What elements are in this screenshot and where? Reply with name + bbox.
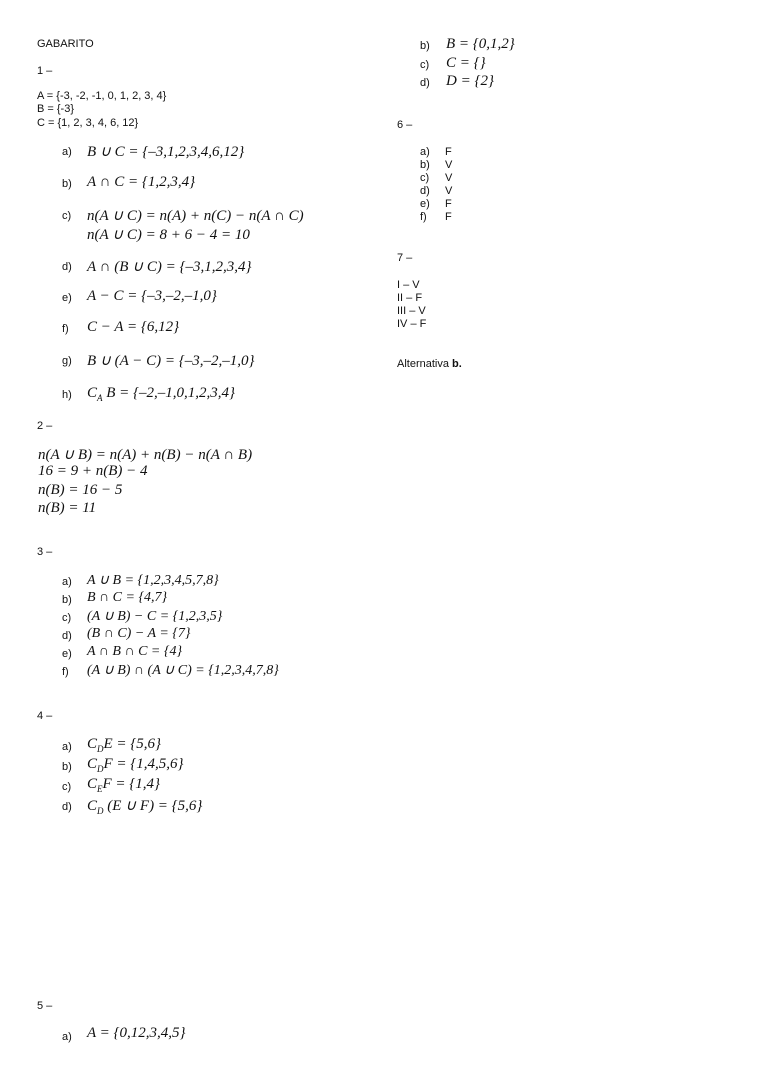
q1-item-label: b) bbox=[62, 178, 72, 190]
q5-item-label: b) bbox=[420, 40, 430, 52]
complement-subscript: E bbox=[97, 784, 103, 794]
set-c-definition: C = {1, 2, 3, 4, 6, 12} bbox=[37, 117, 139, 129]
q4-item-label: d) bbox=[62, 801, 72, 813]
q2-equation-line: n(A ∪ B) = n(A) + n(B) − n(A ∩ B) bbox=[38, 447, 253, 463]
q1-item-label: e) bbox=[62, 292, 72, 304]
q7-statement: IV – F bbox=[397, 318, 427, 330]
q5-item-expression: B = {0,1,2} bbox=[446, 36, 515, 52]
q7-answer bbox=[397, 358, 462, 371]
q3-item-label: b) bbox=[62, 594, 72, 606]
q5-item-label: a) bbox=[62, 1031, 72, 1043]
complement-result: F = {1,4} bbox=[102, 776, 161, 792]
complement-subscript: D bbox=[97, 764, 104, 774]
complement-result: B = {–2,–1,0,1,2,3,4} bbox=[106, 385, 236, 401]
q1-item-expression: A − C = {–3,–2,–1,0} bbox=[87, 288, 217, 304]
q7-answer-prefix: Alternativa bbox=[397, 358, 453, 370]
q6-item-value: V bbox=[445, 172, 453, 184]
q3-item-label: f) bbox=[62, 666, 69, 678]
q6-item-label: e) bbox=[420, 198, 430, 210]
complement-symbol: C bbox=[87, 736, 98, 752]
complement-result: F = {1,4,5,6} bbox=[103, 756, 184, 772]
q7-statement: III – V bbox=[397, 305, 426, 317]
q1-item-expression: B ∪ C = {–3,1,2,3,4,6,12} bbox=[87, 144, 245, 160]
complement-symbol: C bbox=[87, 798, 98, 814]
question-6-heading: 6 – bbox=[397, 119, 413, 131]
q2-equation-line: n(B) = 11 bbox=[38, 500, 97, 516]
q2-equation-line: n(B) = 16 − 5 bbox=[38, 482, 123, 498]
q1-item-label: d) bbox=[62, 261, 72, 273]
q1-item-label: f) bbox=[62, 323, 69, 335]
q6-item-label: a) bbox=[420, 146, 430, 158]
q3-item-label: d) bbox=[62, 630, 72, 642]
complement-subscript: D bbox=[97, 806, 104, 816]
q6-item-value: F bbox=[445, 198, 452, 210]
q4-item-label: a) bbox=[62, 741, 72, 753]
q1-item-expression bbox=[87, 385, 235, 403]
q5-item-expression: D = {2} bbox=[446, 73, 494, 89]
question-5-heading: 5 – bbox=[37, 1000, 53, 1012]
q4-item-expression bbox=[87, 756, 184, 774]
set-a-definition: A = {-3, -2, -1, 0, 1, 2, 3, 4} bbox=[37, 90, 167, 102]
complement-subscript: A bbox=[97, 393, 103, 403]
q5-item-expression: C = {} bbox=[446, 55, 486, 71]
q6-item-value: F bbox=[445, 146, 452, 158]
complement-symbol: C bbox=[87, 776, 98, 792]
q4-item-label: c) bbox=[62, 781, 72, 793]
q3-item-expression: (A ∪ B) ∩ (A ∪ C) = {1,2,3,4,7,8} bbox=[87, 663, 279, 678]
complement-result: (E ∪ F) = {5,6} bbox=[107, 798, 203, 814]
complement-symbol: C bbox=[87, 756, 98, 772]
q3-item-label: e) bbox=[62, 648, 72, 660]
q1-item-expression-line2: n(A ∪ C) = 8 + 6 − 4 = 10 bbox=[87, 227, 250, 243]
q6-item-label: c) bbox=[420, 172, 430, 184]
q1-item-expression: A ∩ (B ∪ C) = {–3,1,2,3,4} bbox=[87, 259, 252, 275]
q4-item-label: b) bbox=[62, 761, 72, 773]
question-4-heading: 4 – bbox=[37, 710, 53, 722]
q5-item-expression: A = {0,12,3,4,5} bbox=[87, 1025, 186, 1041]
q6-item-value: V bbox=[445, 185, 453, 197]
question-1-heading: 1 – bbox=[37, 65, 53, 77]
q5-item-label: d) bbox=[420, 77, 430, 89]
q4-item-expression bbox=[87, 776, 160, 794]
q4-item-expression bbox=[87, 796, 202, 816]
q3-item-expression: (A ∪ B) − C = {1,2,3,5} bbox=[87, 609, 223, 624]
q3-item-label: c) bbox=[62, 612, 72, 624]
question-7-heading: 7 – bbox=[397, 252, 413, 264]
q3-item-expression: A ∪ B = {1,2,3,4,5,7,8} bbox=[87, 573, 219, 588]
q6-item-label: d) bbox=[420, 185, 430, 197]
q1-item-expression: B ∪ (A − C) = {–3,–2,–1,0} bbox=[87, 353, 255, 369]
q1-item-label: g) bbox=[62, 355, 72, 367]
page-title: GABARITO bbox=[37, 38, 94, 50]
q1-item-expression: C − A = {6,12} bbox=[87, 319, 180, 335]
q1-item-label: c) bbox=[62, 210, 72, 222]
q6-item-value: F bbox=[445, 211, 452, 223]
complement-result: E = {5,6} bbox=[103, 736, 162, 752]
q1-item-expression: A ∩ C = {1,2,3,4} bbox=[87, 174, 196, 190]
q1-item-label: a) bbox=[62, 146, 72, 158]
question-2-heading: 2 – bbox=[37, 420, 53, 432]
q3-item-expression: (B ∩ C) − A = {7} bbox=[87, 626, 191, 641]
q2-equation-line: 16 = 9 + n(B) − 4 bbox=[38, 463, 148, 479]
q7-statement: II – F bbox=[397, 292, 423, 304]
q7-answer-letter: b. bbox=[452, 358, 462, 370]
complement-subscript: D bbox=[97, 744, 104, 754]
q3-item-label: a) bbox=[62, 576, 72, 588]
q3-item-expression: B ∩ C = {4,7} bbox=[87, 590, 168, 605]
q1-item-expression: n(A ∪ C) = n(A) + n(C) − n(A ∩ C) bbox=[87, 208, 304, 224]
question-3-heading: 3 – bbox=[37, 546, 53, 558]
q6-item-label: b) bbox=[420, 159, 430, 171]
q6-item-label: f) bbox=[420, 211, 427, 223]
q5-item-label: c) bbox=[420, 59, 430, 71]
complement-symbol: C bbox=[87, 385, 98, 401]
q7-statement: I – V bbox=[397, 279, 420, 291]
set-b-definition: B = {-3} bbox=[37, 103, 75, 115]
q6-item-value: V bbox=[445, 159, 453, 171]
q4-item-expression bbox=[87, 736, 161, 754]
q3-item-expression: A ∩ B ∩ C = {4} bbox=[87, 644, 183, 659]
q1-item-label: h) bbox=[62, 389, 72, 401]
